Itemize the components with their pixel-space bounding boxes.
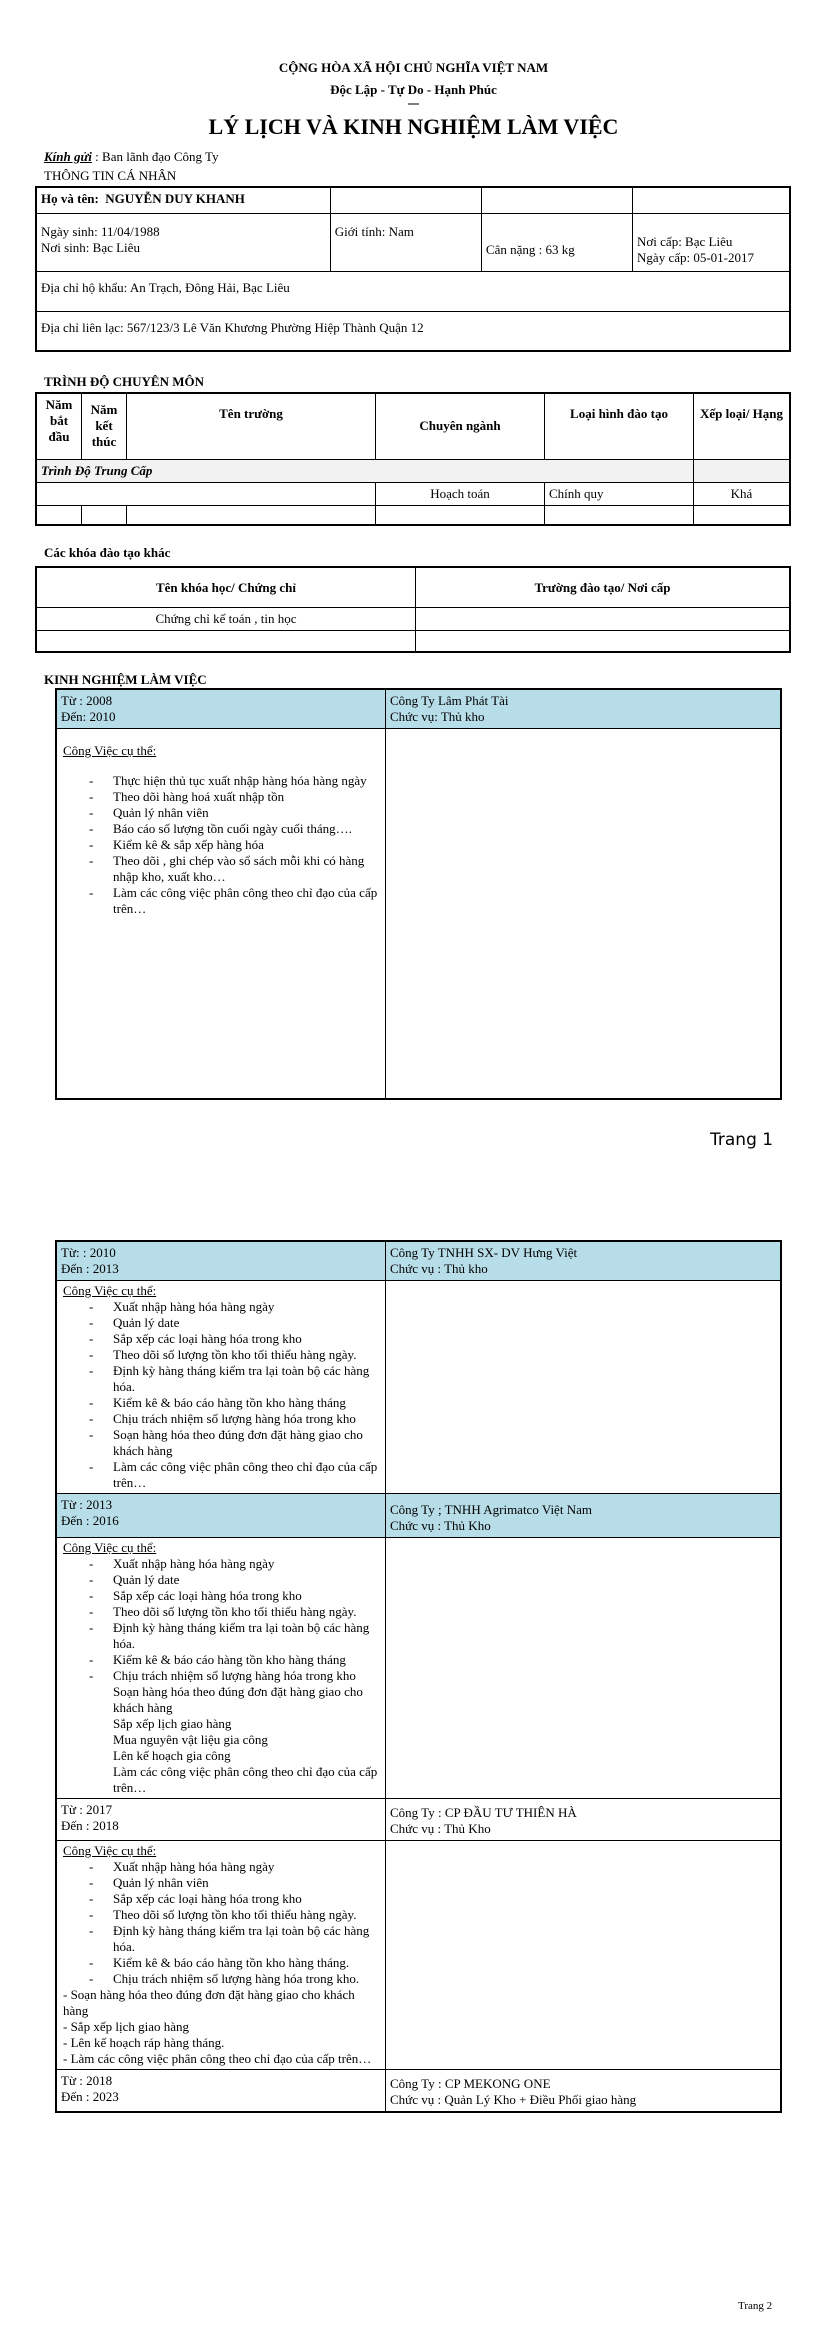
col-header: Năm kết thúc (82, 393, 127, 459)
job-5-company (386, 2070, 782, 2113)
issue-date: Ngày cấp: 05-01-2017 (637, 249, 754, 265)
birth-cell (36, 213, 330, 271)
task-list (63, 1556, 379, 1684)
empty-cell (386, 1538, 782, 1799)
empty-cell (386, 1841, 782, 2070)
task-item: - Sắp xếp các loại hàng hóa trong kho (79, 1588, 379, 1604)
dob: Ngày sinh: 11/04/1988 (41, 223, 160, 239)
empty-cell (633, 187, 790, 213)
task-item: Soạn hàng hóa theo đúng đơn đặt hàng giao cho khách hàng (113, 1684, 363, 1715)
company-name: Công Ty : CP MEKONG ONE (390, 2076, 551, 2091)
task-item: - Báo cáo số lượng tồn cuối ngày cuối tháng…. (79, 821, 379, 837)
type-cell: Chính quy (545, 482, 694, 505)
task-item: Sắp xếp lịch giao hàng (113, 1716, 232, 1731)
education-level: Trình Độ Trung Cấp (36, 459, 694, 482)
weight: Cân nặng : 63 kg (485, 241, 575, 257)
task-item: - Quản lý date (79, 1315, 379, 1331)
job-4-company (386, 1799, 782, 1841)
job-1-table (55, 688, 782, 1100)
task-item: Làm các công việc phân công theo chỉ đạo của cấp trên… (113, 1764, 378, 1795)
extra-task-list (63, 1684, 379, 1796)
col-header: Tên trường (127, 393, 376, 459)
task-item: - Quản lý date (79, 1572, 379, 1588)
job-from: Từ : 2008 (61, 693, 113, 708)
empty-cell (386, 1281, 782, 1494)
task-item: - Định kỳ hàng tháng kiểm tra lại toàn bộ các hàng hóa. (79, 1923, 379, 1955)
job-1-tasks (56, 729, 386, 1099)
job-2-company (386, 1241, 782, 1281)
col-header: Loại hình đào tạo (545, 393, 694, 459)
empty-cell (127, 505, 376, 525)
task-item: - Định kỳ hàng tháng kiểm tra lại toàn bộ các hàng hóa. (79, 1620, 379, 1652)
position: Chức vụ: Thủ kho (390, 709, 485, 724)
company-name: Công Ty : CP ĐẦU TƯ THIÊN HÀ (390, 1805, 577, 1820)
job-from: Từ : 2018 (61, 2073, 113, 2088)
tasks-label: Công Việc cụ thể: (63, 743, 157, 758)
task-item: - Theo dõi hàng hoá xuất nhập tồn (79, 789, 379, 805)
task-list (63, 1299, 379, 1491)
task-item: - Theo dõi số lượng tồn kho tối thiểu hàng ngày. (79, 1604, 379, 1620)
task-item: - Kiểm kê & báo cáo hàng tồn kho hàng tháng. (79, 1955, 379, 1971)
empty-cell (416, 630, 791, 652)
empty-cell (694, 459, 791, 482)
recipient-label: Kính gửi (44, 149, 92, 164)
task-item: - Xuất nhập hàng hóa hàng ngày (79, 1299, 379, 1315)
job-from: Từ : 2013 (61, 1497, 113, 1512)
motto-divider: ⎯⎯ (408, 98, 419, 110)
task-item: - Kiểm kê & báo cáo hàng tồn kho hàng tháng (79, 1395, 379, 1411)
job-1-period (56, 689, 386, 729)
recipient-line (44, 149, 219, 165)
task-item: - Sắp xếp lịch giao hàng (63, 2019, 189, 2034)
job-4-period (56, 1799, 386, 1841)
education-table (35, 392, 791, 526)
rank-cell: Khá (694, 482, 791, 505)
personal-info-table (35, 186, 791, 352)
task-item: - Kiểm kê & sắp xếp hàng hóa (79, 837, 379, 853)
job-2-period (56, 1241, 386, 1281)
company-name: Công Ty TNHH SX- DV Hưng Việt (390, 1245, 578, 1260)
task-item: - Sắp xếp các loại hàng hóa trong kho (79, 1331, 379, 1347)
job-from: Từ : 2017 (61, 1802, 113, 1817)
empty-cell (694, 505, 791, 525)
task-item: - Làm các công việc phân công theo chỉ đạo của cấp trên… (63, 2051, 372, 2066)
task-item: - Theo dõi số lượng tồn kho tối thiểu hàng ngày. (79, 1347, 379, 1363)
job-to: Đến : 2016 (61, 1513, 119, 1528)
empty-cell (82, 505, 127, 525)
empty-cell (386, 729, 782, 1099)
tasks-label: Công Việc cụ thể: (63, 1283, 157, 1298)
task-item: - Làm các công việc phân công theo chỉ đạo của cấp trên… (79, 885, 379, 917)
task-item: - Quản lý nhân viên (79, 805, 379, 821)
task-item: Mua nguyên vật liệu gia công (113, 1732, 268, 1747)
gender-cell (330, 213, 481, 271)
task-item: - Chịu trách nhiệm số lượng hàng hóa trong kho (79, 1411, 379, 1427)
tasks-label: Công Việc cụ thể: (63, 1843, 157, 1858)
household-cell (36, 271, 790, 311)
country-header: CỘNG HÒA XÃ HỘI CHỦ NGHĨA VIỆT NAM (278, 60, 549, 75)
empty-cell (36, 482, 376, 505)
page-title: LÝ LỊCH VÀ KINH NGHIỆM LÀM VIỆC (208, 114, 619, 139)
task-item: - Chịu trách nhiệm số lượng hàng hóa trong kho. (79, 1971, 379, 1987)
job-3-company (386, 1494, 782, 1538)
position: Chức vụ : Thủ Kho (390, 1821, 491, 1836)
job-from: Từ: : 2010 (61, 1245, 116, 1260)
job-4-tasks (56, 1841, 386, 2070)
task-item: - Theo dõi , ghi chép vào sổ sách mỗi khi có hàng nhập kho, xuất kho… (79, 853, 379, 885)
job-to: Đến : 2013 (61, 1261, 119, 1276)
job-2-tasks (56, 1281, 386, 1494)
jobs-table (55, 1240, 782, 2113)
position: Chức vụ : Thủ Kho (390, 1518, 491, 1533)
issue-cell (633, 213, 790, 271)
extra-task-list (63, 1987, 379, 2067)
page-number: Trang 2 (738, 2300, 773, 2312)
weight-cell (481, 213, 632, 271)
empty-cell (545, 505, 694, 525)
job-3-tasks (56, 1538, 386, 1799)
task-item: - Xuất nhập hàng hóa hàng ngày (79, 1859, 379, 1875)
personal-section-title: THÔNG TIN CÁ NHÂN (44, 168, 177, 183)
job-5-period (56, 2070, 386, 2113)
tasks-label: Công Việc cụ thể: (63, 1540, 157, 1555)
task-item: Lên kế hoạch gia công (113, 1748, 231, 1763)
contact-address: Địa chỉ liên lạc: 567/123/3 Lê Văn Khương Phường Hiệp Thành Quận 12 (41, 319, 424, 335)
empty-cell (36, 505, 82, 525)
task-item: - Định kỳ hàng tháng kiểm tra lại toàn bộ các hàng hóa. (79, 1363, 379, 1395)
name-label: Họ và tên: (41, 191, 99, 206)
empty-cell (330, 187, 481, 213)
course-name: Chứng chỉ kế toán , tin học (36, 607, 416, 630)
job-to: Đến : 2023 (61, 2089, 119, 2104)
job-to: Đến: 2010 (61, 709, 116, 724)
empty-cell (376, 505, 545, 525)
col-header: Năm bắt đầu (36, 393, 82, 459)
pob: Nơi sinh: Bạc Liêu (41, 239, 140, 255)
issue-place: Nơi cấp: Bạc Liêu (637, 233, 733, 249)
job-to: Đến : 2018 (61, 1818, 119, 1833)
contact-cell (36, 311, 790, 351)
courses-table (35, 566, 791, 653)
task-item: - Soạn hàng hóa theo đúng đơn đặt hàng giao cho khách hàng (79, 1427, 379, 1459)
task-list (63, 773, 379, 917)
page-number: Trang 1 (710, 1130, 774, 1150)
courses-section-title: Các khóa đào tạo khác (44, 545, 171, 560)
name-cell (36, 187, 330, 213)
position: Chức vụ : Quản Lý Kho + Điều Phối giao hàng (390, 2092, 637, 2107)
col-header: Trường đào tạo/ Nơi cấp (416, 567, 791, 607)
empty-cell (481, 187, 632, 213)
task-item: - Xuất nhập hàng hóa hàng ngày (79, 1556, 379, 1572)
empty-cell (36, 630, 416, 652)
course-place (416, 607, 791, 630)
major-cell: Hoạch toán (376, 482, 545, 505)
col-header: Tên khóa học/ Chứng chỉ (36, 567, 416, 607)
household-address: Địa chỉ hộ khẩu: An Trạch, Đông Hải, Bạc Liêu (41, 279, 290, 295)
gender: Giới tính: Nam (334, 223, 414, 239)
recipient-value: : Ban lãnh đạo Công Ty (95, 149, 219, 164)
job-1-company (386, 689, 782, 729)
task-list (63, 1859, 379, 1987)
position: Chức vụ : Thủ kho (390, 1261, 488, 1276)
job-3-period (56, 1494, 386, 1538)
task-item: - Lên kế hoạch ráp hàng tháng. (63, 2035, 225, 2050)
motto: Độc Lập - Tự Do - Hạnh Phúc (330, 82, 497, 97)
col-header: Chuyên ngành (376, 393, 545, 459)
company-name: Công Ty Lâm Phát Tài (390, 693, 509, 708)
task-item: - Chịu trách nhiệm số lượng hàng hóa trong kho (79, 1668, 379, 1684)
education-section-title: TRÌNH ĐỘ CHUYÊN MÔN (44, 374, 204, 389)
experience-section-title: KINH NGHIỆM LÀM VIỆC (44, 672, 207, 687)
task-item: - Sắp xếp các loại hàng hóa trong kho (79, 1891, 379, 1907)
full-name: NGUYỄN DUY KHANH (105, 191, 245, 206)
task-item: - Thực hiện thủ tục xuất nhập hàng hóa hàng ngày (79, 773, 379, 789)
task-item: - Kiểm kê & báo cáo hàng tồn kho hàng tháng (79, 1652, 379, 1668)
task-item: - Quản lý nhân viên (79, 1875, 379, 1891)
company-name: Công Ty ; TNHH Agrimatco Việt Nam (390, 1502, 592, 1517)
task-item: - Soạn hàng hóa theo đúng đơn đặt hàng giao cho khách hàng (63, 1987, 355, 2018)
task-item: - Làm các công việc phân công theo chỉ đạo của cấp trên… (79, 1459, 379, 1491)
col-header: Xếp loại/ Hạng (694, 393, 791, 459)
task-item: - Theo dõi số lượng tồn kho tối thiểu hàng ngày. (79, 1907, 379, 1923)
